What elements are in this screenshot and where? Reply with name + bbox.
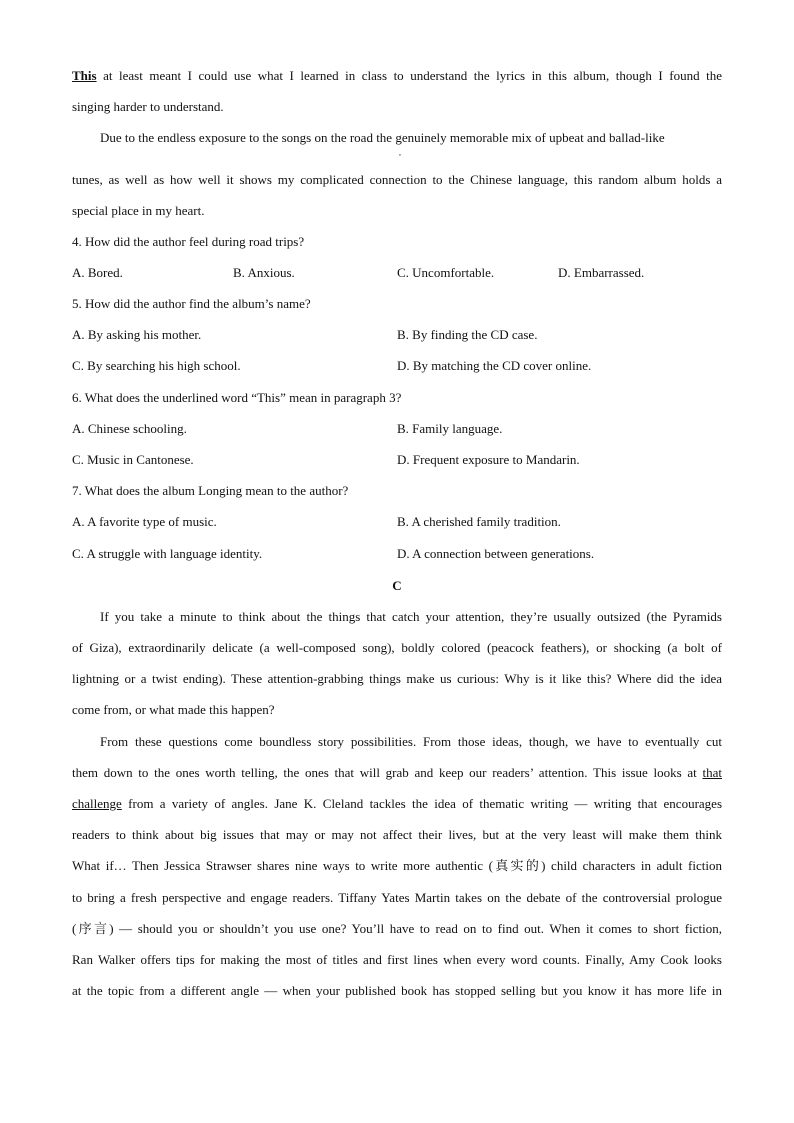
option-a: A. By asking his mother. [72,327,202,342]
option-b: B. By finding the CD case. [397,327,538,342]
passage-line: From these questions come boundless story possibilities. From those ideas, though, we have to eventually cut [100,734,722,749]
passage-text: at least meant I could use what I learned in class to understand the lyrics in this album, though I found the [96,68,722,83]
option-a: A. A favorite type of music. [72,514,217,529]
passage-text: them down to the ones worth telling, the ones that will grab and keep our readers’ attention. This issue looks at [72,765,703,780]
option-d: D. By matching the CD cover online. [397,358,592,373]
option-a: A. Bored. [72,265,123,280]
stray-mark: , [399,148,401,157]
option-c: C. Music in Cantonese. [72,452,194,467]
passage-line: tunes, as well as how well it shows my complicated connection to the Chinese language, this random album holds a [72,172,722,187]
option-d: D. A connection between generations. [397,546,595,561]
option-c: C. A struggle with language identity. [72,546,263,561]
question-stem: 4. How did the author feel during road trips? [72,234,305,249]
option-b: B. Anxious. [233,265,295,280]
question-stem: 7. What does the album Longing mean to the author? [72,483,349,498]
passage-line [72,794,722,814]
passage-line: (序言) — should you or shouldn’t you use one? You’ll have to read on to find out. When it comes to short fiction, [72,921,722,936]
passage-line: lightning or a twist ending). These attention-grabbing things make us curious: Why is it like this? Where did the idea [72,671,722,686]
option-b: B. Family language. [397,421,503,436]
question-stem: 5. How did the author find the album’s name? [72,296,311,311]
passage-line: singing harder to understand. [72,99,224,114]
passage-line: come from, or what made this happen? [72,702,275,717]
option-d: D. Frequent exposure to Mandarin. [397,452,580,467]
passage-line: readers to think about big issues that may or may not affect their lives, but at the very least will make them think [72,827,722,842]
passage-line: What if… Then Jessica Strawser shares nine ways to write more authentic (真实的) child characters in adult fiction [72,858,722,873]
option-c: C. Uncomfortable. [397,265,495,280]
question-stem: 6. What does the underlined word “This” mean in paragraph 3? [72,390,402,405]
passage-text: from a variety of angles. Jane K. Cleland tackles the idea of thematic writing — writing that encourages [121,796,722,811]
option-b: B. A cherished family tradition. [397,514,561,529]
passage-line: special place in my heart. [72,203,205,218]
underlined-word-this: This [72,68,97,83]
passage-line: to bring a fresh perspective and engage readers. Tiffany Yates Martin takes on the debate of the controversial prologue [72,890,722,905]
option-a: A. Chinese schooling. [72,421,187,436]
passage-line: If you take a minute to think about the things that catch your attention, they’re usually outsized (the Pyramids [100,609,722,624]
passage-line: Ran Walker offers tips for making the most of titles and first lines when every word counts. Finally, Amy Cook looks [72,952,722,967]
passage-line [72,763,722,783]
passage-line: Due to the endless exposure to the songs on the road the genuinely memorable mix of upbeat and ballad-like [100,130,665,145]
underlined-phrase: that [702,765,722,780]
passage-line [72,66,722,86]
underlined-phrase: challenge [72,796,122,811]
option-c: C. By searching his high school. [72,358,241,373]
section-heading: C [392,578,402,593]
passage-line: of Giza), extraordinarily delicate (a well-composed song), boldly colored (peacock feathers), or shocking (a bolt of [72,640,722,655]
passage-line: at the topic from a different angle — when your published book has stopped selling but you know it has more life in [72,983,722,998]
option-d: D. Embarrassed. [558,265,645,280]
